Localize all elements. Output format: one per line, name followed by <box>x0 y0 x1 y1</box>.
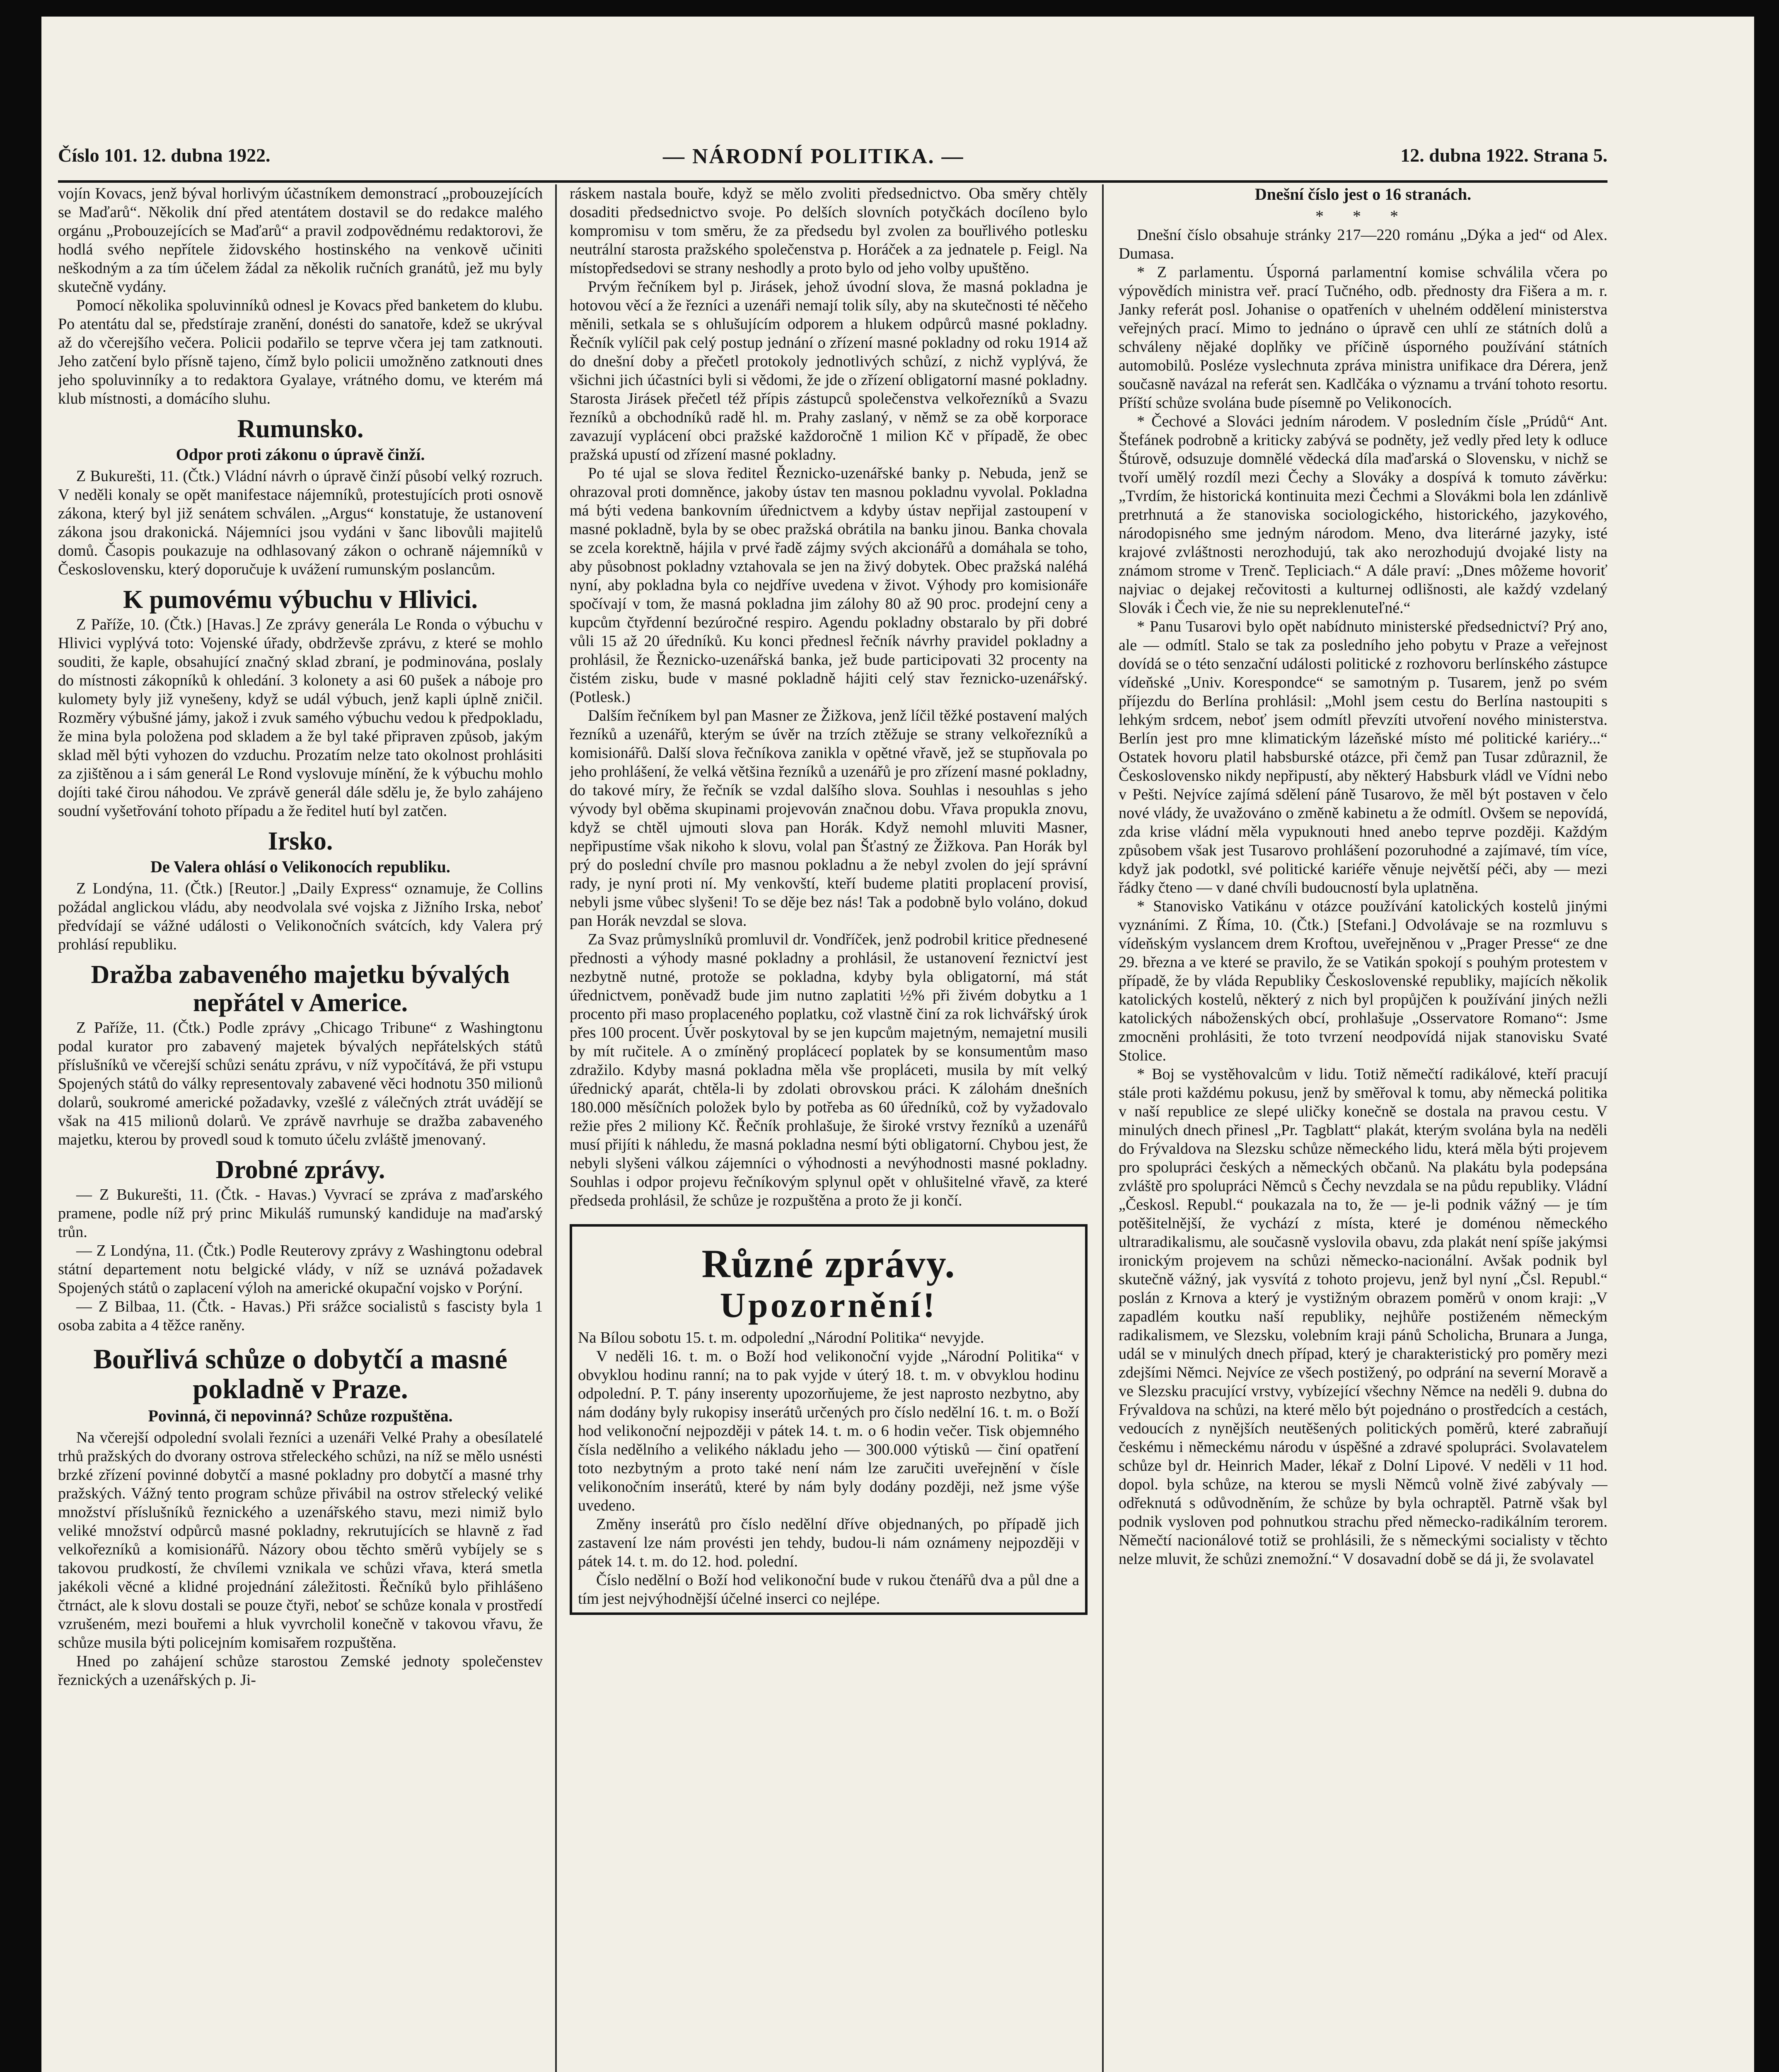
section-title: Různé zprávy. <box>701 1242 956 1286</box>
paragraph: * Boj se vystěhovalcům v lidu. Totiž němečtí radikálové, kteří pracují stále proti každému pokusu, jenž by směřoval k tomu, aby německá politika v naší republice ze slepé uličky konečně se dostala na pravou cestu. V minulých dnech přinesl „Pr. Tagblatt“ plakát, kterým svolána byla na neděli do Frývaldova na Slezsku schůze německého lidu, která měla býti projevem pro spolupráci českých a německých občanů. Na plakátu byla podepsána zvláště pro spolupráci Němců s Čechy nevzdala se na půdu republiky. Vládní „Českosl. Republ.“ poukazala na to, že — je-li podnik vážný — je tím potěšitelnější, že vychází z místa, které je doménou německého ultraradikalismu, ale současně vyslovila obavu, zda plakát není spíše jakýmsi ironickým projevem na schůzi německo-nacionální. Avšak podnik byl skutečně vážný, jak vysvítá z tohoto projevu, jenž byl nyní „Čsl. Republ.“ poslán z Krnova a který je vystižným obrazem poměrů v onom kraji: „V zapadlém koutku naší republiky, nejhůře postiženém německým radikalismem, ve Slezsku, volebním kraji pánů Scholicha, Brunara a Junga, udál se v minulých dnech případ, který je charakteristický pro poměry mezi zdejšími Němci. Nejvíce ze všech postižený, po odprání na severní Moravě a ve Slezsku pracující vrstvy, vybízející všechny Němce na neděli 9. dubna do Frývaldova na schůzi, na které mělo být pojednáno o prostředcích a cestách, vedoucích z nynějších neutěšených politických poměrů, které zabraňují českému i německému národu v úspěšné a zdravé spolupráci. Svolavatelem schůze byl dr. Heinrich Mader, lékař z Dolní Lipové. V neděli v 11 hod. dopol. byla schůze, na kterou se mysli Němců volně živé zabývaly — odřeknutá s odůvodněním, že schůze by byla ochraptěl. Patrně však byl podnik vysloven pod pohnutkou strachu před německo-radikálním terorem. Němečtí nacionálové totiž se prohlásili, že s německými socialisty v těchto nelze mluvit, že schůzi znemožní.“ V dosavadní době se dá ji, že svolavatel <box>1119 1065 1607 1568</box>
notice-title: Upozornění! <box>720 1285 938 1325</box>
section-heading: Drobné zprávy. <box>215 1156 385 1184</box>
subheading: Povinná, či nepovinná? Schůze rozpuštěna. <box>148 1406 453 1425</box>
scan-border-left <box>0 0 41 2072</box>
paragraph: * Stanovisko Vatikánu v otázce používání katolických kostelů jinými vyznáními. Z Říma, 10. (Čtk.) [Stefani.] Odvolávaje se na rozmluvu s vídeňským vyslancem drem Kroftou, uveřejněnou v „Prager Presse“ ze dne 29. března a ve které se pravilo, že se Vatikán spokojí s pouhým protestem v případě, že by vláda Republiky Československé republiky, majících několik katolických kostelů, některý z nich byl propůjčen k používání jiných nežli katolických náboženských obcí, prohlašuje „Osservatore Romano“: Jsme zmocněni prohlásiti, že toto tvrzení neodpovídá nijak stanovisku Svaté Stolice. <box>1119 898 1607 1064</box>
subheading: De Valera ohlásí o Velikonocích republiku. <box>150 857 450 876</box>
paragraph: Z Paříže, 11. (Čtk.) Podle zprávy „Chicago Tribune“ z Washingtonu podal kurator pro zabavený majetek bývalých nepřátelských států příslušníků ve včerejší schůzi senátu zprávu, v níž vypočítává, že při vstupu Spojených států do války representovaly zabavené věci hodnotu 350 milionů dolarů, soukromé americké požadavky, vzešlé z válečných ztrát uvádějí se však na 415 milionů dolarů. Ve zprávě navrhuje se dražba zabaveného majetku, kterou by provedl soud k tomuto účelu zvláště jmenovaný. <box>58 1019 543 1148</box>
scan-border-top <box>0 0 1779 17</box>
paragraph: * Z parlamentu. Úsporná parlamentní komise schválila včera po výpovědích ministra veř. prací Tučného, odb. přednosty dra Fišera a m. r. Janky referát posl. Johanise o opatřeních v uhelném oddělení ministerstva veřejných prací. Mimo to jednáno o úpravě cen uhlí ze státních dolů a schváleny nějaké doplňky ve příčině úsporného používání státních automobilů. Posléze vyslechnuta zpráva ministra unifikace dra Dérera, jenž současně navázal na referát sen. Kadlčáka o významu a trvání tohoto resortu. Příští schůze svolána bude písemně po Velikonocích. <box>1119 264 1607 411</box>
paragraph: Dnešní číslo obsahuje stránky 217—220 románu „Dýka a jed“ od Alex. Dumasa. <box>1119 226 1607 262</box>
column-2 <box>570 184 1088 2072</box>
date-and-page: 12. dubna 1922. Strana 5. <box>1400 145 1607 166</box>
masthead-title: — NÁRODNÍ POLITIKA. — <box>663 145 964 168</box>
paragraph: Prvým řečníkem byl p. Jirásek, jehož úvodní slova, že masná pokladna je hotovou věcí a že řezníci a uzenáři nemají tolik síly, aby na skutečnosti té něčeho měnili, setkala se s ohlušujícím odporem a hlukem odpůrců masné pokladny. Řečník vylíčil pak celý postup jednání o zřízení masné pokladny od roku 1914 až do dnešní doby a přečetl protokoly jednotlivých schůzí, z nichž vyplývá, že všichni jich účastníci byli si vědomi, že jde o zřízení obligatorní masné pokladny. Starosta Jirásek přečetl též přípis zástupců společenstva velkořezníků a Svazu řezníků a obchodníků radě hl. m. Prahy zaslaný, v němž se za obě korporace zavazují vyplácení obci pražské každoročně 1 milion Kč v případě, že obec pražská upustí od zřízení masné pokladny. <box>570 278 1088 463</box>
section-heading: K pumovému výbuchu v Hlivici. <box>123 586 478 614</box>
paragraph: Za Svaz průmyslníků promluvil dr. Vondříček, jenž podrobil kritice přednesené přednosti a výhody masné pokladny a prohlásil, že ustanovení řeznictví jest nezbytně nutné, protože se pokladna, kdyby byla obligatorní, má stát úřednictvem, poněvadž bude jim nutno zaplatiti ½% při živém dobytku a 1 procento při maso proplaceného poplatku, což vlastně činí za rok lichvářský úrok přes 100 procent. Úvěr poskytoval by se jen kupcům majetným, nemajetní musili by mít ručitele. A o zmíněný proplácecí poplatek by se konsumentům maso zdražilo. Kdyby masná pokladna měla vše propláceti, musila by mít velký úřednický aparát, chtěla-li by zdolati obrovskou práci. K zálohám dnešních 180.000 měsíčních položek bylo by potřeba as 60 úředníků, což by vyžadovalo režie přes 2 miliony Kč. Řečník prohlašuje, že široké vrstvy řezníků a uzenářů musí přijíti k náhledu, že masná pokladna nesmí býti obligatorní. Chybou jest, že nebyli slyšeni válkou zájemníci o výhodnosti a nevýhodnosti masné pokladny. Souhlas i odpor projevu řečníkovým splynul opět v ohlušitelné vřavě, za které předseda prohlásil, že schůze je rozpuštěna a proto že ji končí. <box>570 931 1088 1209</box>
paragraph: V neděli 16. t. m. o Boží hod velikonoční vyjde „Národní Politika“ v obvyklou hodinu ranní; na to pak vyjde v úterý 18. t. m. v obvyklou hodinu odpolední. P. T. pány inserenty upozorňujeme, že jest naprosto nezbytno, aby nám dodány byly rukopisy inserátů určených pro číslo nedělní 16. t. m. o Boží hod velikonoční nejpozději v pátek 14. t. m. o 6 hodin večer. Tisk objemného čísla nedělního a velikého nákladu jeho — 300.000 výtisků — činí opatření toto nezbytným a proto také není nám lze zaručiti uveřejnění v čísle velikonočním inserátů, které by nám byly dodány později, než jsme výše uvedeno. <box>578 1348 1079 1514</box>
paragraph: Pomocí několika spoluvinníků odnesl je Kovacs před banketem do klubu. Po atentátu dal se, předstíraje zranění, donésti do sanatoře, kdež se ukrýval až do včerejšího večera. Policii podařilo se teprve včera jej tam zatknouti. Jeho zatčení bylo přísně tajeno, čímž bylo policii umožněno zatknouti dnes jeho spoluvinníky a to redaktora Gyalaye, vrátného domu, ve kterém má klub místnosti, a domácího sluhu. <box>58 297 543 407</box>
paragraph: Z Bukurešti, 11. (Čtk.) Vládní návrh o úpravě činží působí velký rozruch. V neděli konaly se opět manifestace nájemníků, protestujících proti osnově zákona, který byl již senátem schválen. „Argus“ konstatuje, že ustanovení zákona jsou drakonická. Nájemníci jsou vydáni v šanc libovůli majitelů domů. Časopis poukazuje na odhlasovaný zákon o ochraně nájemníků v Československu, který doporučuje k uvážení rumunským poslancům. <box>58 467 543 578</box>
paragraph: ráskem nastala bouře, když se mělo zvoliti předsednictvo. Oba směry chtěly dosaditi předsednictvo svoje. Po delších slovních potyčkách docíleno bylo kompromisu v tom směru, že za předsedu byl zvolen za bouřlivého potlesku neutrální starosta pražského společenstva p. Horáček a za jednatele p. Feigl. Na místopředsedovi se strany neshodly a proto bylo od jeho volby upuštěno. <box>570 185 1088 277</box>
paragraph: — Z Bukurešti, 11. (Čtk. - Havas.) Vyvrací se zpráva z maďarského pramene, podle níž prý princ Mikuláš rumunský kandiduje na maďarský trůn. <box>58 1186 543 1241</box>
column-divider-1 <box>555 184 557 2072</box>
paragraph: * Panu Tusarovi bylo opět nabídnuto ministerské předsednictví? Prý ano, ale — odmítl. Stalo se tak za posledního jeho pobytu v Praze a veřejnost dovídá se o této senzační události politické z rozhovoru berlínského zástupce vídeňské „Univ. Korespondce“ se samotným p. Tusarem, jenž po svém příjezdu do Berlína prohlásil: „Mohl jsem cestu do Berlína nastoupiti s lehkým srdcem, neboť jsem odmítl převzíti utvoření nového ministerstva. Berlín jest pro mne klimatickým lázeňské místo mé politické kariéry...“ Ostatek hovoru platil habsburské otázce, při čemž pan Tusar zdůraznil, že Československo nikdy nepřipustí, aby některý Habsburk vládl ve Vídni nebo v Pešti. Nejvíce zajímá sdělení páně Tusarovo, že měl být postaven v čelo nové vlády, že uvažováno o změně kabinetu a že odmítl. Ovšem se nepovídá, zda krise vládní měla vypuknouti hned anebo teprve později. Každým způsobem však jest Tusarovo prohlášení pozoruhodné a zajímavé, tím více, když jak podotkl, své politické kariéře věnuje největší péči, aby — mezi řádky čteno — v dané chvíli budoucností byla uplatněna. <box>1119 618 1607 896</box>
separator-stars: * * * <box>1315 207 1411 225</box>
paragraph: Číslo nedělní o Boží hod velikonoční bude v rukou čtenářů dva a půl dne a tím jest nejvýhodnější účelné inserci co nejlépe. <box>578 1571 1079 1607</box>
section-heading: Irsko. <box>268 827 333 855</box>
paragraph: Změny inserátů pro číslo nedělní dříve objednaných, po případě jich zastavení lze nám provésti jen tehdy, budou-li nám oznámeny nejpozději v pátek 14. t. m. do 12. hod. polední. <box>578 1515 1079 1570</box>
paragraph: — Z Bilbaa, 11. (Čtk. - Havas.) Při srážce socialistů s fascisty byla 1 osoba zabita a 4 těžce raněny. <box>58 1298 543 1334</box>
subheading: Dnešní číslo jest o 16 stranách. <box>1254 185 1472 203</box>
paragraph: Po té ujal se slova ředitel Řeznicko-uzenářské banky p. Nebuda, jenž se ohrazoval proti domněnce, jakoby ústav ten masnou pokladnu vyvolal. Pokladna má býti vedena bankovním úřednictvem a kdyby ústav nepřijal zastoupení v masné pokladně, byla by se obec pražská obrátila na banku jinou. Banka chovala se zcela korektně, hájila v prvé řadě zájmy svých akcionářů a domáhala se toho, aby působnost pokladny vztahovala se jen na živý dobytek. Obec pražská naléhá nyní, aby pokladna byla co nejdříve uvedena v život. Výhody pro komisionáře spočívají v tom, že masná pokladna jim zálohy 80 až 90 proc. prodejní ceny a kupcům čtyřdenní bezúročné respiro. Agendu pokladny obstaralo by při dobré vůli 15 až 20 úředníků. Ku konci přednesl řečník návrhy pravidel pokladny a prohlásil, že Řeznicko-uzenářská banka, jež bude participovati 32 procenty na čistém zisku, bude v masné pokladně hájiti celý stav řeznicko-uzenářský. (Potlesk.) <box>570 465 1088 706</box>
paragraph: * Čechové a Slováci jedním národem. V posledním čísle „Prúdů“ Ant. Štefánek podrobně a kriticky zabývá se podněty, jež vedly před lety k odluce Štúrově, odsuzuje domnělé vědecká díla maďarská o Slovensku, v nichž se tvoří umělý rozdíl mezi Čechy a Slováky a dospívá k tomuto závěrku: „Tvrdím, že historická kontinuita mezi Čechmi a Slovákmi bola len zdánlivě pretrhnutá a že stanoviska sociologického, historického, jazykového, národopisného sme jedným národom. Meno, dva literárné jazyky, isté krajové zvláštnosti nerozhodujú, tak ako nerozhodujú dvojaké listy na známom strome v Trenč. Tepliciach.“ A dále praví: „Dnes môžeme hovoriť najviac o dejakej rečovitosti a kulturnej odlišnosti, ale každý vzdelaný Slovák i Čech vie, že nie su nepreklenuteľné.“ <box>1119 413 1607 617</box>
paragraph: Hned po zahájení schůze starostou Zemské jednoty společenstev řeznických a uzenářských p. Ji- <box>58 1653 543 1689</box>
paragraph: Z Paříže, 10. (Čtk.) [Havas.] Ze zprávy generála Le Ronda o výbuchu v Hlivici vyplývá toto: Vojenské úřady, obdrževše zprávu, z které se mohlo souditi, že kaple, obsahující značný sklad zbraní, je podminována, poslaly do místnosti zákopníků k ohledání. 3 kolonety a asi 60 pušek a náboje pro kulomety byly již vynešeny, když se udál výbuch, jenž kapli úplně zničil. Rozměry výbušné jámy, jakož i zvuk samého výbuchu vedou k předpokladu, že mina byla položena pod skladem a že byl také připraven způsob, jakým sklad měl býti vyhozen do vzduchu. Prozatím nelze tato okolnost prohlásiti za zjištěnou a i sám generál Le Rond vyslovuje mínění, že k výbuchu mohlo dojíti také čirou náhodou. Ve zprávě generál dále sdělu je, že bylo zahájeno soudní vyšetřování tohoto případu a že ředitel hutí byl zatčen. <box>58 616 543 820</box>
paragraph: Z Londýna, 11. (Čtk.) [Reutor.] „Daily Express“ oznamuje, že Collins požádal anglickou vládu, aby neodvolala své vojska z Jižního Irska, neboť předvídají se vážné události o Velikonočních svátcích, kdy Valera prý prohlásí republiku. <box>58 880 543 953</box>
article-headline: Bouřlivá schůze o dobytčí a masné pokladně v Praze. <box>93 1343 508 1404</box>
issue-number-date: Číslo 101. 12. dubna 1922. <box>58 145 271 166</box>
subheading: Odpor proti zákonu o úpravě činží. <box>176 445 425 464</box>
column-3 <box>1119 184 1607 2072</box>
page-header <box>58 144 1607 182</box>
section-heading: Dražba zabaveného majetku bývalých nepřátel v Americe. <box>91 961 510 1017</box>
section-heading: Rumunsko. <box>237 415 364 443</box>
paragraph: Dalším řečníkem byl pan Masner ze Žižkova, jenž líčil těžké postavení malých řezníků a uzenářů, kterým se úvěr na trzích ztěžuje se strany velkořezníků a komisionářů. Další slova řečníkova zanikla v opětné vřavě, jež se stupňovala po jeho prohlášení, že velká většina řezníků a uzenářů je pro zřízení masné pokladny, do takové míry, že řečník se vzdal dalšího slova. Souhlas i nesouhlas s jeho vývody byl oběma skupinami projevován značnou dobu. Vřava propukla znovu, když se chtěl ujmouti slova pan Horák. Když nemohl mluviti Masner, nepřipustíme však nikoho k slovu, volal pan Šťastný ze Žižkova. Pan Horák byl prý do poslední chvíle pro masnou pokladnu a že nebyl zvolen do její správní rady, je nyní proti ní. My venkovští, kteří budeme platiti proplacení provisí, nebyli jsme vůbec slyšeni! To se děje bez nás! Tak a podobně bylo voláno, dokud pan Horák nevzdal se slova. <box>570 707 1088 929</box>
paragraph: vojín Kovacs, jenž býval horlivým účastníkem demonstrací „probouzejících se Maďarů“. Několik dní před atentátem dostavil se do redakce malého orgánu „Probouzejících se Maďarů“ a pravil zodpovědnému redaktorovi, že hodlá svého nepřítele židovského hostinského na venkově učiniti neškodným a za tím účelem žádal za několik ručních granátů, jež mu byly skutečně vydány. <box>58 185 543 295</box>
paragraph: Na včerejší odpolední svolali řezníci a uzenáři Velké Prahy a obesílatelé trhů pražských do dvorany ostrova střeleckého schůzi, na níž se mělo usnésti brzké zřízení povinné dobytčí a masné pokladny pro dobytčí a masné trhy pražských. Vážný tento program schůze přivábil na ostrov střelecký veliké množství příslušníků řeznického a uzenářského stavu, mezi nimiž bylo veliké množství odpůrců masné pokladny, rekrutujících se hlavně z řad velkořezníků a komisionářů. Názory obou těchto směrů vybíjely se s takovou prudkostí, že chvílemi vznikala ve schůzi vřava, která smetla jakékoli věcné a klidné projednání záležitosti. Řečníků bylo přihlášeno čtrnáct, ale k slovu dostali se pouze čtyři, neboť se schůze konala v prostředí vzrušeném, mezi bouřemi a hluk vyvrcholil konečně v takovou vřavu, že schůze musila býti policejním komisařem rozpuštěna. <box>58 1429 543 1651</box>
header-rule <box>58 180 1607 183</box>
scan-border-right <box>1754 0 1779 2072</box>
paragraph: — Z Londýna, 11. (Čtk.) Podle Reuterovy zprávy z Washingtonu odebral státní departement notu belgické vlády, v níž se uznává požadavek Spojených států o zaplacení výloh na americké okupační vojsko v Porýní. <box>58 1242 543 1297</box>
notice-box <box>570 1224 1088 1615</box>
column-1 <box>58 184 543 2072</box>
column-divider-2 <box>1102 184 1104 2072</box>
paragraph: Na Bílou sobotu 15. t. m. odpolední „Národní Politika“ nevyjde. <box>578 1329 984 1346</box>
